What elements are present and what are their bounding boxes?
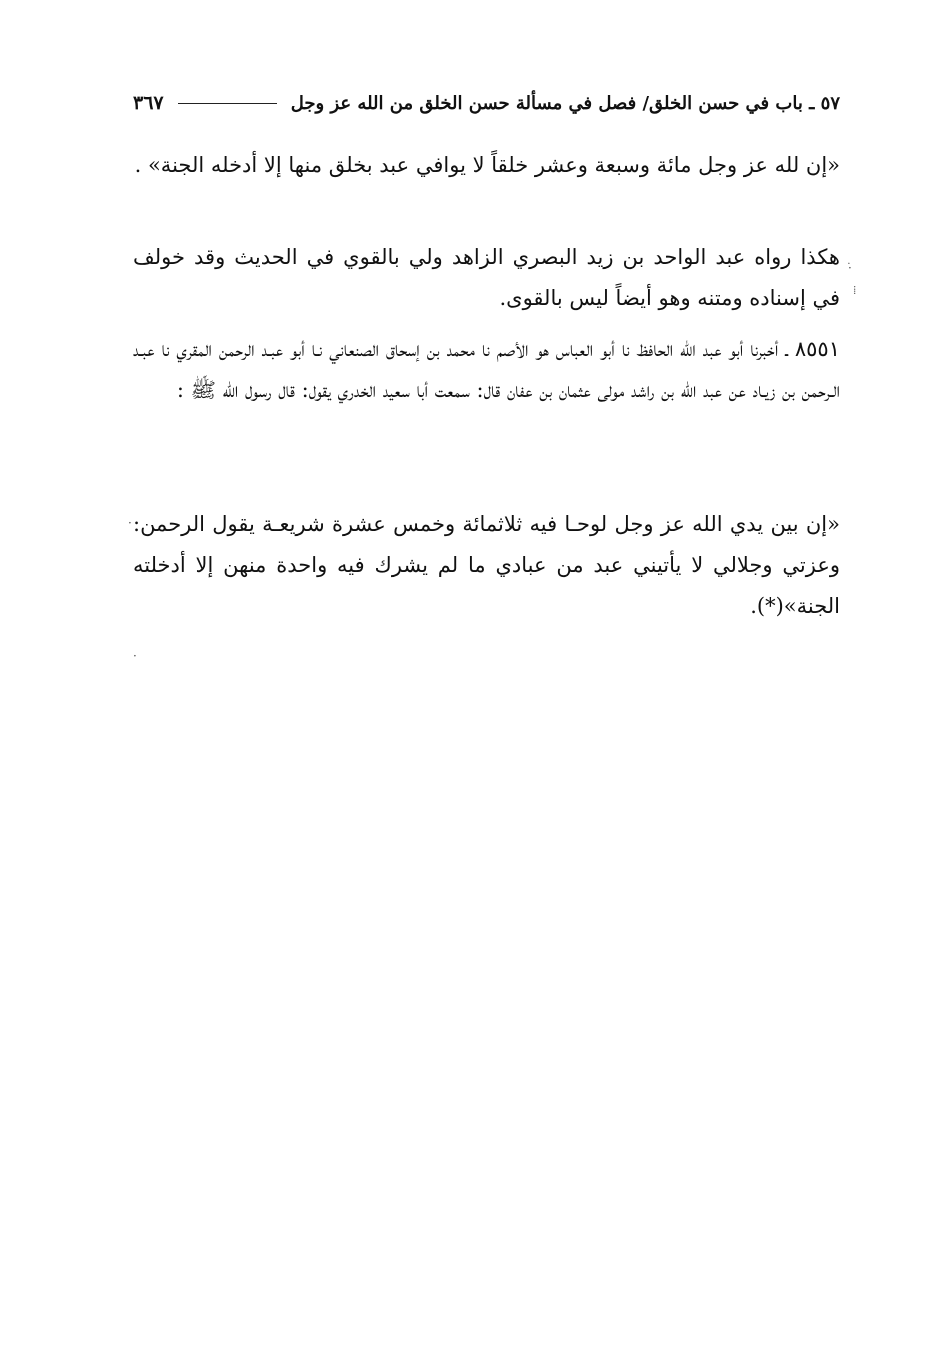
chapter-title: ٥٧ ـ باب في حسن الخلق/ فصل في مسألة حسن الخلق من الله عز وجل — [290, 92, 840, 114]
running-header — [133, 86, 840, 120]
margin-speck: ·̇ — [848, 261, 852, 275]
isnad-paragraph: ٨٥٥١ ـ أخبرنا أبو عبد الله الحافظ نا أبو العباس هو الأصم نا محمد بن إسحاق الصنعاني نـا أبو عبـد الرحمن المقري نا عبـد الـرحمن بن زيـاد عن عبد الله بن راشد مولى عثمان بن عفان قال: سمعت أبا سعيد الخدري يقول: قال رسول الله ﷺ : — [133, 337, 840, 402]
margin-speck: · — [133, 649, 137, 663]
hadith-text-2: «إن بين يدي الله عز وجل لوحـا فيه ثلاثمائة وخمس عشرة شريعـة يقول الرحمن: وعزتي وجلالي لا يأتيني عبد من عبادي ما لم يشرك فيه واحدة منهن إلا أدخلته الجنة»(*). — [133, 512, 840, 618]
header-rule — [178, 103, 277, 104]
page-number: ٣٦٧ — [133, 92, 164, 114]
margin-speck: · — [128, 516, 132, 530]
commentary-paragraph: هكذا رواه عبد الواحد بن زيد البصري الزاهد ولي بالقوي في الحديث وقد خولف في إسناده ومتنه وهو أيضاً ليس بالقوى. — [133, 245, 840, 310]
margin-speck: ⁞ — [853, 283, 857, 297]
hadith-text-1: «إن لله عز وجل مائة وسبعة وعشر خلقاً لا يوافي عبد بخلق منها إلا أدخله الجنة» . — [134, 153, 840, 177]
